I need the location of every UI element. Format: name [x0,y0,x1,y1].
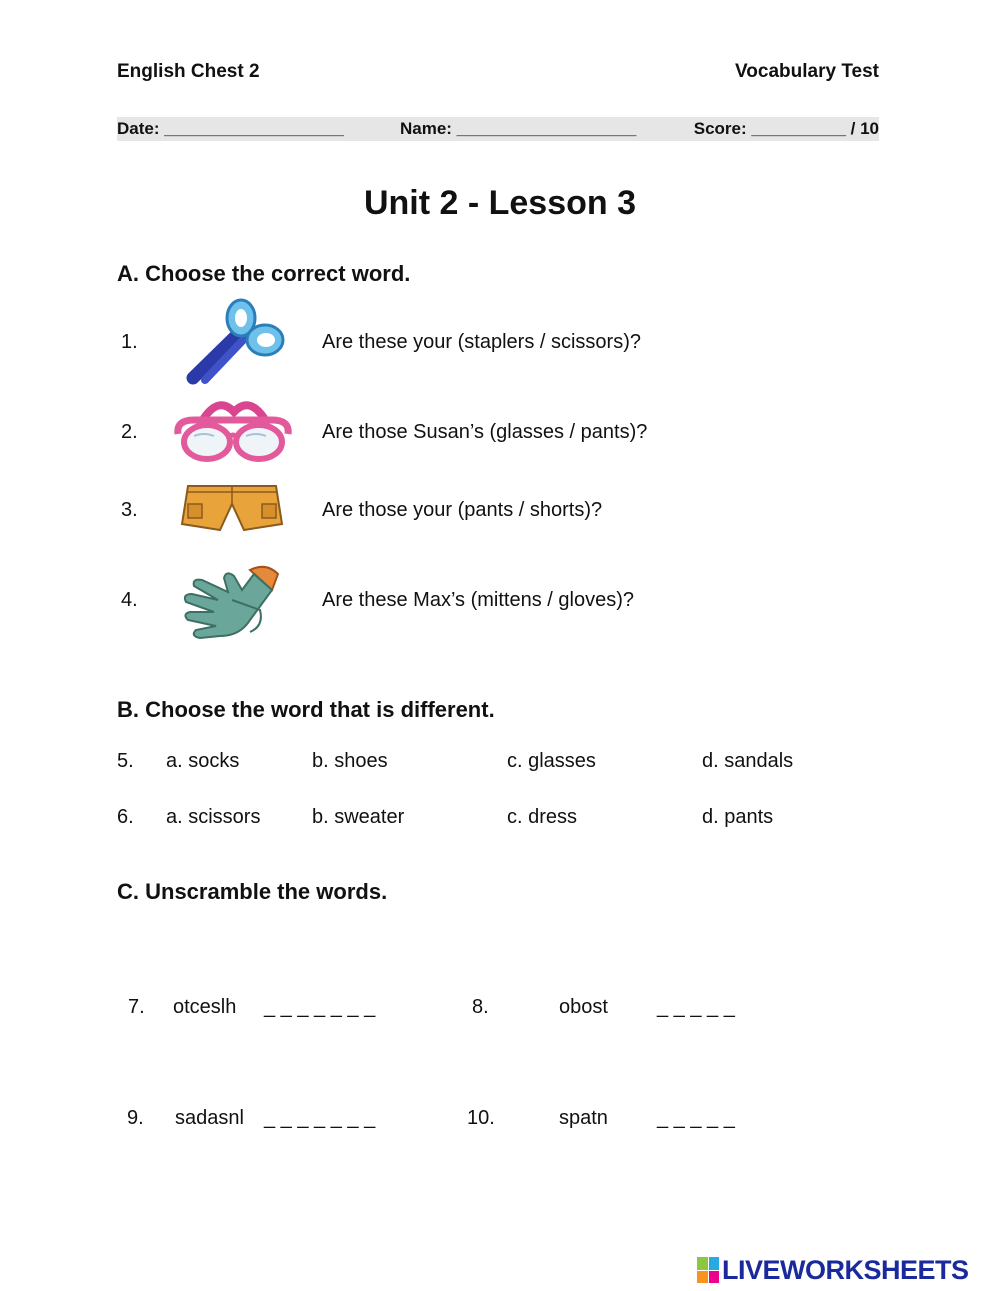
option-c[interactable]: c. glasses [507,750,596,772]
test-type: Vocabulary Test [735,61,879,82]
question-number: 6. [117,806,134,828]
option-d[interactable]: d. pants [702,806,774,828]
answer-blank[interactable]: _ _ _ _ _ _ _ [264,996,376,1018]
question-number: 8. [472,996,489,1018]
answer-blank[interactable]: _ _ _ _ _ _ _ [264,1107,376,1129]
gloves-icon [180,560,286,647]
section-c-heading: C. Unscramble the words. [117,879,388,904]
question-text: Are those Susan’s (glasses / pants)? [322,421,648,443]
logo-mark-icon [697,1257,719,1283]
option-d[interactable]: d. sandals [702,750,794,772]
page-title: Unit 2 - Lesson 3 [363,184,637,222]
logo-text: LIVEWORKSHEETS [722,1254,969,1285]
scrambled-word: sadasnl [175,1107,244,1129]
question-number: 9. [127,1107,144,1129]
question-number: 7. [128,996,145,1018]
question-text: Are these Max’s (mittens / gloves)? [322,589,634,611]
option-c[interactable]: c. dress [507,806,578,828]
date-field[interactable]: Date: ___________________ [117,119,344,138]
option-a[interactable]: a. socks [166,750,240,772]
question-number: 4. [121,589,138,611]
option-a[interactable]: a. scissors [166,806,261,828]
section-a-heading: A. Choose the correct word. [117,261,411,286]
glasses-icon [174,398,292,473]
section-b-heading: B. Choose the word that is different. [117,697,495,722]
question-number: 1. [121,331,138,353]
option-b[interactable]: b. shoes [312,750,388,772]
name-field[interactable]: Name: ___________________ [400,119,637,138]
question-number: 2. [121,421,138,443]
scissors-icon [183,296,288,393]
answer-blank[interactable]: _ _ _ _ _ [657,996,735,1018]
liveworksheets-logo[interactable] [697,1254,969,1286]
scrambled-word: otceslh [173,996,237,1018]
option-b[interactable]: b. sweater [312,806,405,828]
course-title: English Chest 2 [117,61,260,82]
question-text: Are these your (staplers / scissors)? [322,331,641,353]
question-number: 10. [467,1107,495,1129]
question-text: Are those your (pants / shorts)? [322,499,603,521]
answer-blank[interactable]: _ _ _ _ _ [657,1107,735,1129]
scrambled-word: obost [559,996,608,1018]
question-number: 5. [117,750,134,772]
score-field: Score: __________ / 10 [693,119,879,138]
question-number: 3. [121,499,138,521]
scrambled-word: spatn [559,1107,608,1129]
shorts-icon [180,482,284,543]
